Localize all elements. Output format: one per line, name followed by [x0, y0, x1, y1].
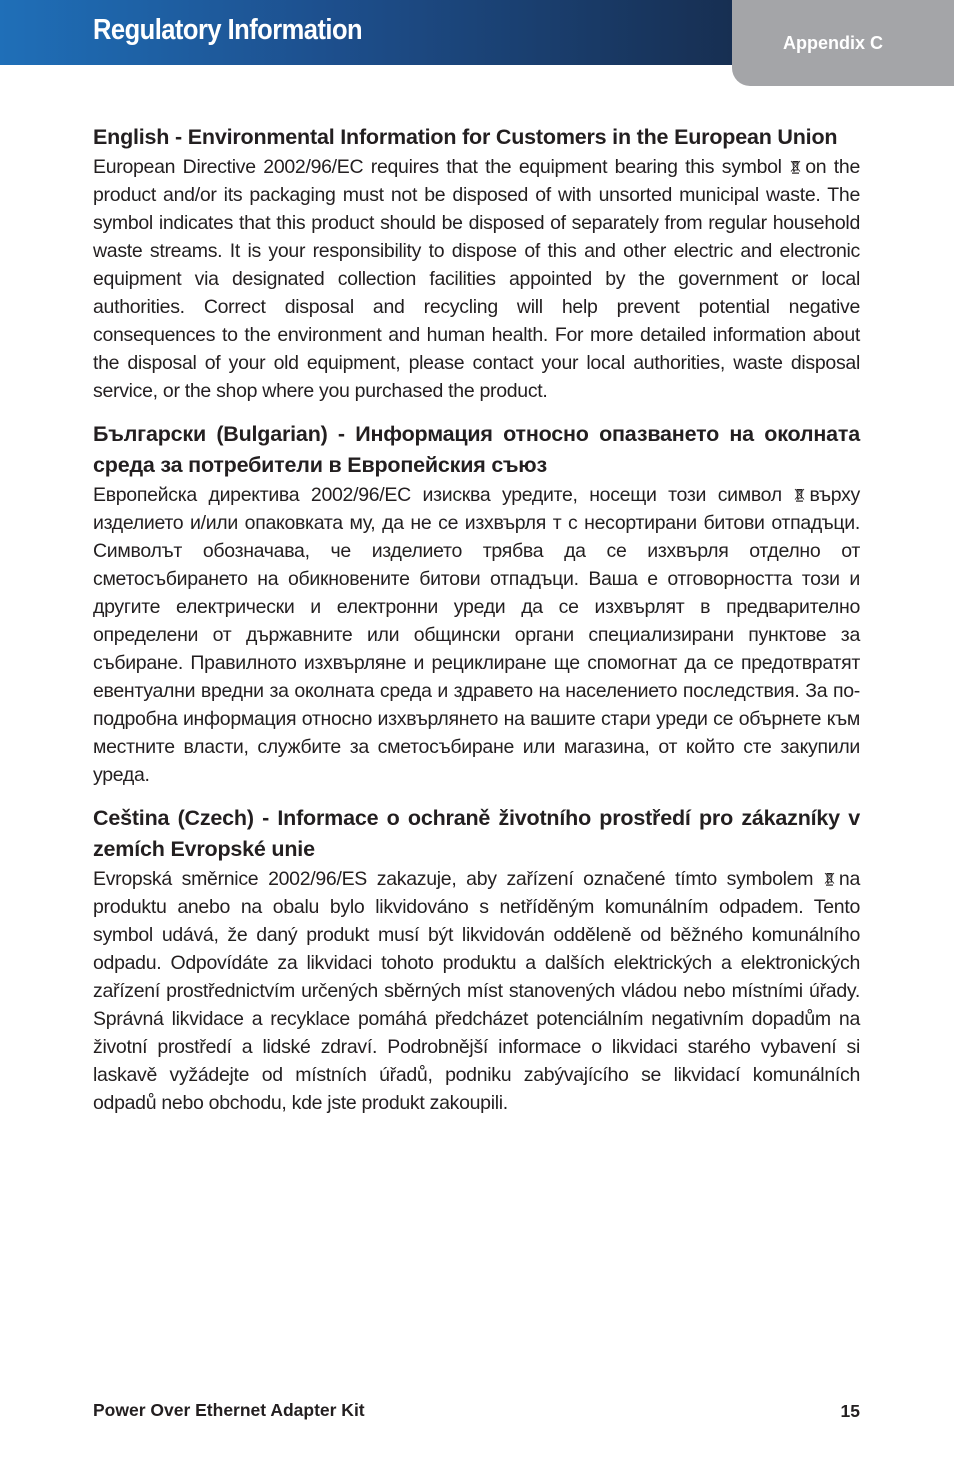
main-content [93, 122, 860, 1131]
body-text-start: Evropská směrnice 2002/96/ES zakazuje, aby zařízení označené tímto symbolem [93, 868, 814, 890]
section-body [93, 481, 860, 789]
section-heading: Ceština (Czech) - Informace o ochraně životního prostředí pro zákazníky v zemích Evropské unie [93, 806, 860, 861]
section-heading: Български (Bulgarian) - Информация относно опазването на околната среда за потребители в Европейския съюз [93, 422, 860, 477]
section-bulgarian [93, 419, 860, 789]
crossed-out-bin-icon [790, 159, 801, 174]
body-text-start: Европейска директива 2002/96/EC изисква уредите, носещи този символ [93, 484, 782, 506]
body-text-end: върху изделието и/или опаковката му, да не се изхвърля т с несортирани битови отпадъци. Символът обозначава, че изделието трябва да се изхвърля отделно от сметосъбирането на обикновените битови отпадъци. Ваша е отговорността този и другите електрически и електронни уреди да се изхвърлят в предварително определени от държавните или общински органи специализирани пунктове за събиране. Правилното изхвърляне и рециклиране ще спомогнат да се предотвратят евентуални вредни за околната среда и здравето на населението последствия. За по-подробна информация относно изхвърлянето на вашите стари уреди се обърнете към местните власти, службите за сметосъбиране или магазина, от който сте закупили уреда. [93, 484, 860, 786]
section-english [93, 122, 860, 405]
page-title: Regulatory Information [93, 14, 363, 46]
footer-product-title: Power Over Ethernet Adapter Kit [93, 1400, 365, 1420]
appendix-tab [732, 0, 954, 86]
section-czech [93, 803, 860, 1117]
section-heading: English - Environmental Information for Customers in the European Union [93, 125, 838, 149]
footer-page-number: 15 [840, 1401, 860, 1421]
crossed-out-bin-icon [794, 487, 805, 502]
body-text-end: on the product and/or its packaging must not be disposed of with unsorted municipal waste. The symbol indicates that this product should be disposed of separately from regular household waste streams. It is your responsibility to dispose of this and other electric and electronic equipment via designated collection facilities appointed by the government or local authorities. Correct disposal and recycling will help prevent potential negative consequences to the environment and human health. For more detailed information about the disposal of your old equipment, please contact your local authorities, waste disposal service, or the shop where you purchased the product. [93, 156, 861, 402]
body-text-start: European Directive 2002/96/EC requires that the equipment bearing this symbol [93, 156, 782, 178]
crossed-out-bin-icon [824, 871, 835, 886]
body-text-end: na produktu anebo na obalu bylo likvidováno s netříděným komunálním odpadem. Tento symbol udává, že daný produkt musí být likvidován odděleně od běžného komunálního odpadu. Odpovídáte za likvidaci tohoto produktu a dalších elektrických a elektronických zařízení prostřednictvím určených sběrných míst stanovených vládou nebo místními úřady. Správná likvidace a recyklace pomáhá předcházet potenciálním negativním dopadům na životní prostředí a lidské zdraví. Podrobnější informace o likvidaci starého vybavení si laskavě vyžádejte od místních úřadů, podniku zabývajícího se likvidací komunálních odpadů nebo obchodu, kde jste produkt zakoupili. [93, 868, 860, 1114]
appendix-label: Appendix C [783, 33, 884, 53]
section-body [93, 153, 860, 405]
section-body [93, 865, 860, 1117]
